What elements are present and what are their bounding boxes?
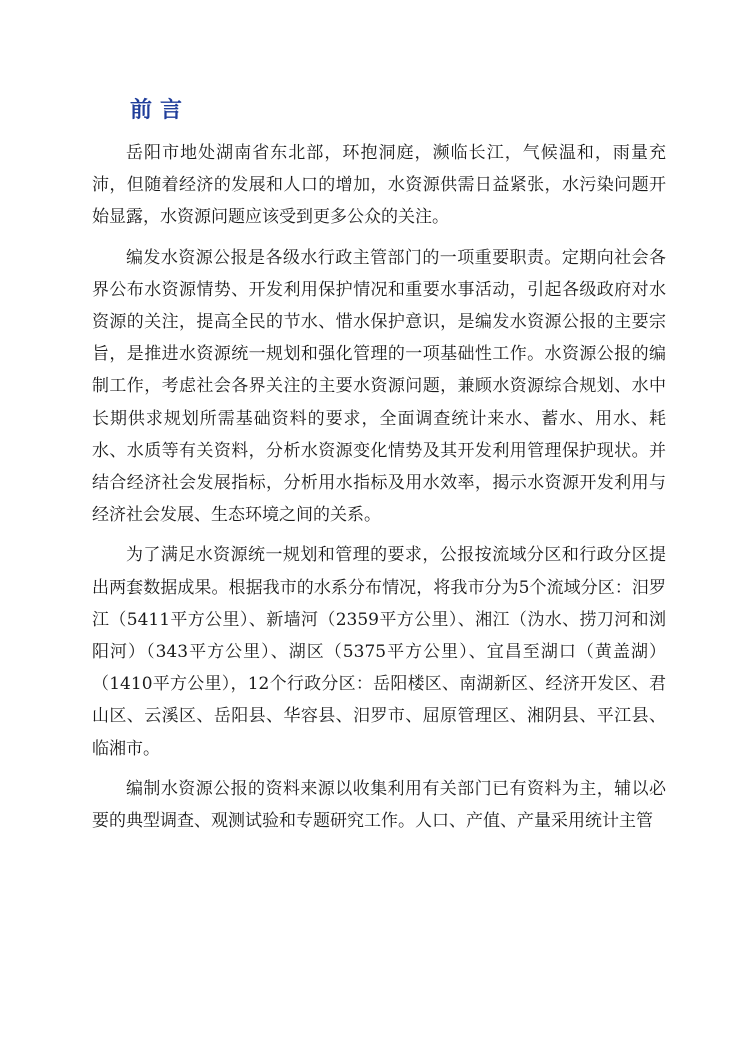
body-text bbox=[92, 137, 666, 845]
paragraph: 岳阳市地处湖南省东北部，环抱洞庭，濒临长江，气候温和，雨量充沛，但随着经济的发展和人口的增加，水资源供需日益紧张，水污染问题开始显露，水资源问题应该受到更多公众的关注。 bbox=[92, 143, 666, 228]
paragraph: 编发水资源公报是各级水行政主管部门的一项重要职责。定期向社会各界公布水资源情势、开发利用保护情况和重要水事活动，引起各级政府对水资源的关注，提高全民的节水、惜水保护意识，是编发水资源公报的主要宗旨，是推进水资源统一规划和强化管理的一项基础性工作。水资源公报的编制工作，考虑社会各界关注的主要水资源问题，兼顾水资源综合规划、水中长期供求规划所需基础资料的要求，全面调查统计来水、蓄水、用水、耗水、水质等有关资料，分析水资源变化情势及其开发利用管理保护现状。并结合经济社会发展指标，分析用水指标及用水效率，揭示水资源开发利用与经济社会发展、生态环境之间的关系。 bbox=[92, 247, 666, 526]
paragraph: 编制水资源公报的资料来源以收集利用有关部门已有资料为主，辅以必要的典型调查、观测试验和专题研究工作。人口、产值、产量采用统计主管 bbox=[92, 778, 666, 832]
paragraph: 为了满足水资源统一规划和管理的要求，公报按流域分区和行政分区提出两套数据成果。根据我市的水系分布情况，将我市分为5个流域分区：汨罗江（5411平方公里）、新墙河（2359平方公里）、湘江（沩水、捞刀河和浏阳河）（343平方公里）、湖区（5375平方公里）、宜昌至湖口（黄盖湖）（1410平方公里），12个行政分区：岳阳楼区、南湖新区、经济开发区、君山区、云溪区、岳阳县、华容县、汨罗市、屈原管理区、湘阴县、平江县、临湘市。 bbox=[92, 545, 666, 759]
page-title: 前言 bbox=[130, 98, 191, 123]
